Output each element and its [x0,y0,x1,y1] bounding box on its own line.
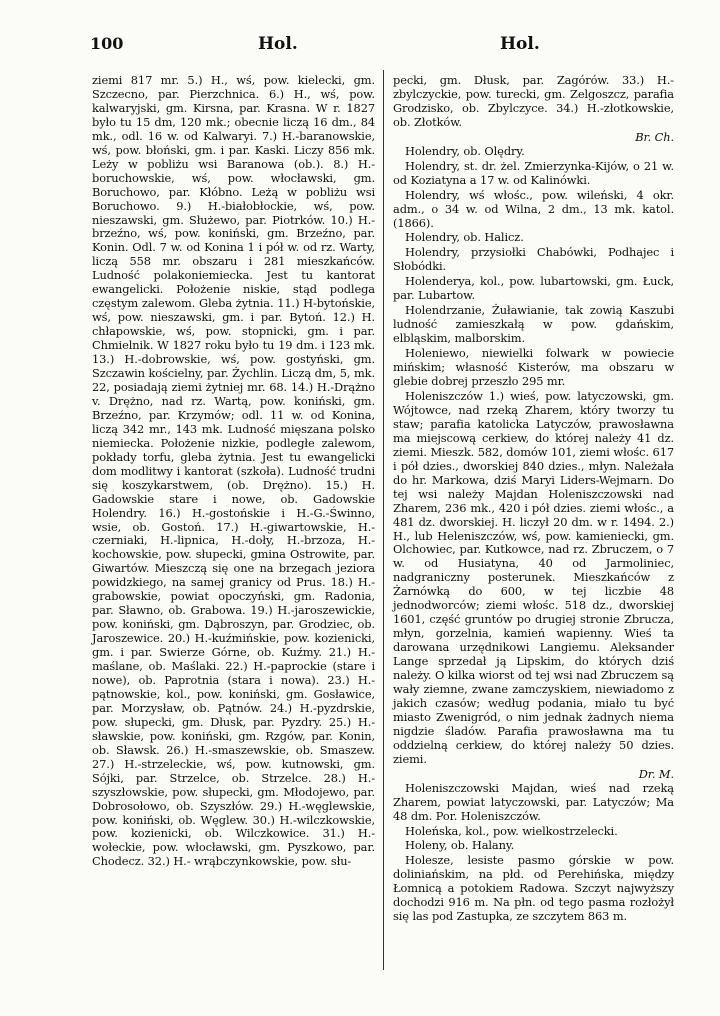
column-divider [383,70,384,970]
entry-holeniszczowski-majdan: Holeniszczowski Majdan, wieś nad rzeką Zharem, powiat latyczowski, par. Latyczów; Ma 48 dm. Por. Holeniszczów. [393,780,674,823]
entry-holendry-3: Holendry, wś włośc., pow. wileński, 4 okr. adm., o 34 w. od Wilna, 2 dm., 13 mk. katol. (1866). [393,187,674,230]
entry-holendry-1: Holendry, ob. Olędry. [405,143,525,158]
left-column [92,74,375,870]
author-signature: Dr. M. [638,766,674,781]
right-column [393,74,674,925]
entry-holeny: Holeny, ob. Halany. [405,838,515,853]
entry-text: pecki, gm. Dłusk, par. Zagórów. 33.) H.-zbylczyckie, pow. turecki, gm. Zelgoszcz, parafia Grodzisko, ob. Zbylczyce. 34.) H.-złotkowskie, ob. Złotków. [393,73,674,129]
running-head-right: Hol. [500,34,540,54]
author-signature: Br. Ch. [635,129,674,144]
entry-holendrzanie: Holendrzanie, Żuławianie, tak zowią Kaszubi ludność zamieszkałą w pow. gdańskim, elbląskim, malborskim. [393,303,674,346]
page-number: 100 [90,34,124,53]
entry-holendry-4: Holendry, ob. Halicz. [405,230,524,245]
entry-text: ziemi 817 mr. 5.) H., wś, pow. kielecki, gm. Szczecno, par. Pierzchnica. 6.) H., wś, pow. kalwaryjski, gm. Kirsna, par. Krasna. W r. 1827 było tu 15 dm, 120 mk.; obecnie liczą 16 dm., 84 mk., odl. 16 w. od Kalwaryi. 7.) H.-baranowskie, wś, pow. błoński, gm. i par. Kaski. Liczy 856 mk. Leży w pobliżu wsi Baranowa (ob.). 8.) H.-boruchowskie, wś, pow. włocławski, gm. Boruchowo, par. Kłóbno. Leżą w pobliżu wsi Boruchowo. 9.) H.-białobłockie, wś, pow. nieszawski, gm. Służewo, par. Piotrków. 10.) H.-brzeźno, wś, pow. koniński, gm. Brzeźno, par. Konin. Odl. 7 w. od Konina 1 i pół w. od rz. Warty, liczą 558 mr. obszaru i 281 mieszkańców. Ludność polakoniemiecka. Jest tu kantorat ewangelicki. Położenie niskie, stąd podlega częstym zalewom. Gleba żytnia. 11.) H-bytońskie, wś, pow. nieszawski, gm. i par. Bytoń. 12.) H. chłapowskie, wś, pow. stopnicki, gm. i par. Chmielnik. W 1827 roku było tu 19 dm. i 123 mk. 13.) H.-dobrowskie, wś, pow. gostyński, gm. Szczawin kościelny, par. Żychlin. Liczą dm, 5, mk. 22, posiadają ziemi żytniej mr. 68. 14.) H.-Drążno v. Drężno, nad rz. Wartą, pow. koniński, gm. Brzeźno, par. Krzymów; odl. 11 w. od Konina, liczą 342 mr., 143 mk. Ludność mięszana polsko niemiecka. Położenie nizkie, podległe zalewom, pokłady torfu, gleba żytnia. Jest tu ewangelicki dom modlitwy i kantorat (szkoła). Ludność trudni się koszykarstwem, (ob. Drężno). 15.) H. Gadowskie stare i nowe, ob. Gadowskie Holendry. 16.) H.-gostońskie i H.-G.-Świnno, wsie, ob. Gostoń. 17.) H.-giwartowskie, H.-czerniaki, H.-lipnica, H.-doły, H.-brzoza, H.-kochowskie, pow. słupecki, gmina Ostrowite, par. Giwartów. Mieszczą się one na brzegach jeziora powidzkiego, na samej granicy od Prus. 18.) H.-grabowskie, powiat opoczyński, gm. Radonia, par. Sławno, ob. Grabowa. 19.) H.-jaroszewickie, pow. koniński, gm. Dąbroszyn, par. Grodziec, ob. Jaroszewice. 20.) H.-kuźmińskie, pow. kozienicki, gm. i par. Swierze Górne, ob. Kuźmy. 21.) H.-maślane, ob. Maślaki. 22.) H.-paprockie (stare i nowe), ob. Paprotnia (stara i nowa). 23.) H.-pątnowskie, kol., pow. koniński, gm. Gosławice, par. Morzysław, ob. Pątnów. 24.) H.-pyzdrskie, pow. słupecki, gm. Dłusk, par. Pyzdry. 25.) H.-sławskie, pow. koniński, gm. Rzgów, par. Konin, ob. Sławsk. 26.) H.-smaszewskie, ob. Smaszew. 27.) H.-strzeleckie, wś, pow. kutnowski, gm. Sójki, par. Strzelce, ob. Strzelce. 28.) H.-szyszłowskie, pow. słupecki, gm. Młodojewo, par. Dobrosołowo, ob. Szyszłów. 29.) H.-węglewskie, pow. koniński, ob. Węglew. 30.) H.-wilczkowskie, pow. kozienicki, ob. Wilczkowice. 31.) H.-wołeckie, pow. włocławski, gm. Pyszkowo, par. Chodecz. 32.) H.- wrąbczynkowskie, pow. słu- [92,73,375,869]
entry-holeniewo: Holeniewo, niewielki folwark w powiecie mińskim; własność Kisterów, ma obszaru w glebie dobrej przeszło 295 mr. [393,346,674,389]
page-header [90,34,668,58]
entry-holendry-2: Holendry, st. dr. żel. Zmierzynka-Kijów, o 21 w. od Koziatyna a 17 w. od Kalinówki. [393,158,674,187]
entry-holesze: Holesze, lesiste pasmo górskie w pow. doliniańskim, na płd. od Perehińska, między Łomnicą a potokiem Radowa. Szczyt najwyższy dochodzi 916 m. Na płn. od tego pasma rozłożył się las pod Zastupka, ze szczytem 863 m. [393,853,674,924]
entry-holendry-5: Holendry, przysiołki Chabówki, Podhajec i Słobódki. [393,245,674,274]
running-head-left: Hol. [258,34,298,54]
entry-holeniszczow: Holeniszczów 1.) wieś, pow. latyczowski, gm. Wójtowce, nad rzeką Zharem, który tworzy tu staw; parafia katolicka Latyczów, prawosławna ma miejscową cerkiew, do której należy 41 dz. ziemi. Mieszk. 582, domów 101, ziemi włośc. 617 i pół dzies., dworskiej 840 dzies., młyn. Należała do hr. Markowa, dziś Maryi Liders-Wejmarn. Do tej wsi należy Majdan Holeniszczowski nad Zharem, 236 mk., 420 i pół dzies. ziemi włośc., a 481 dz. dworskiej. H. liczył 20 dm. w r. 1494. 2.) H., lub Heleniszczów, wś, pow. kamieniecki, gm. Olchowiec, par. Kutkowce, nad rz. Zbruczem, o 7 w. od Husiatyna, 40 od Jarmoliniec, nadgraniczny posterunek. Mieszkańców z Żarnówką do 600, w tej liczbie 48 jednodworców; ziemi włośc. 518 dz., dworskiej 1601, część gruntów po drugiej stronie Zbrucza, młyn, gorzelnia, kamień wapienny. Wieś ta darowana urzędnikowi Langiemu. Aleksander Lange sprzedał ją Lipskim, do których dziś należy. O kilka wiorst od tej wsi nad Zbruczem są wały ziemne, zwane zamczyskiem, niewiadomo z jakich czasów; według podania, miało tu być miasto Zwenigród, o nim jednak żadnych niema nigdzie śladów. Parafia prawosławna ma tu oddzielną cerkiew, do której należy 50 dzies. ziemi. [393,388,674,766]
entry-holenska: Holeńska, kol., pow. wielkostrzelecki. [405,823,618,838]
entry-holenderya: Holenderya, kol., pow. lubartowski, gm. Łuck, par. Lubartow. [393,274,674,303]
